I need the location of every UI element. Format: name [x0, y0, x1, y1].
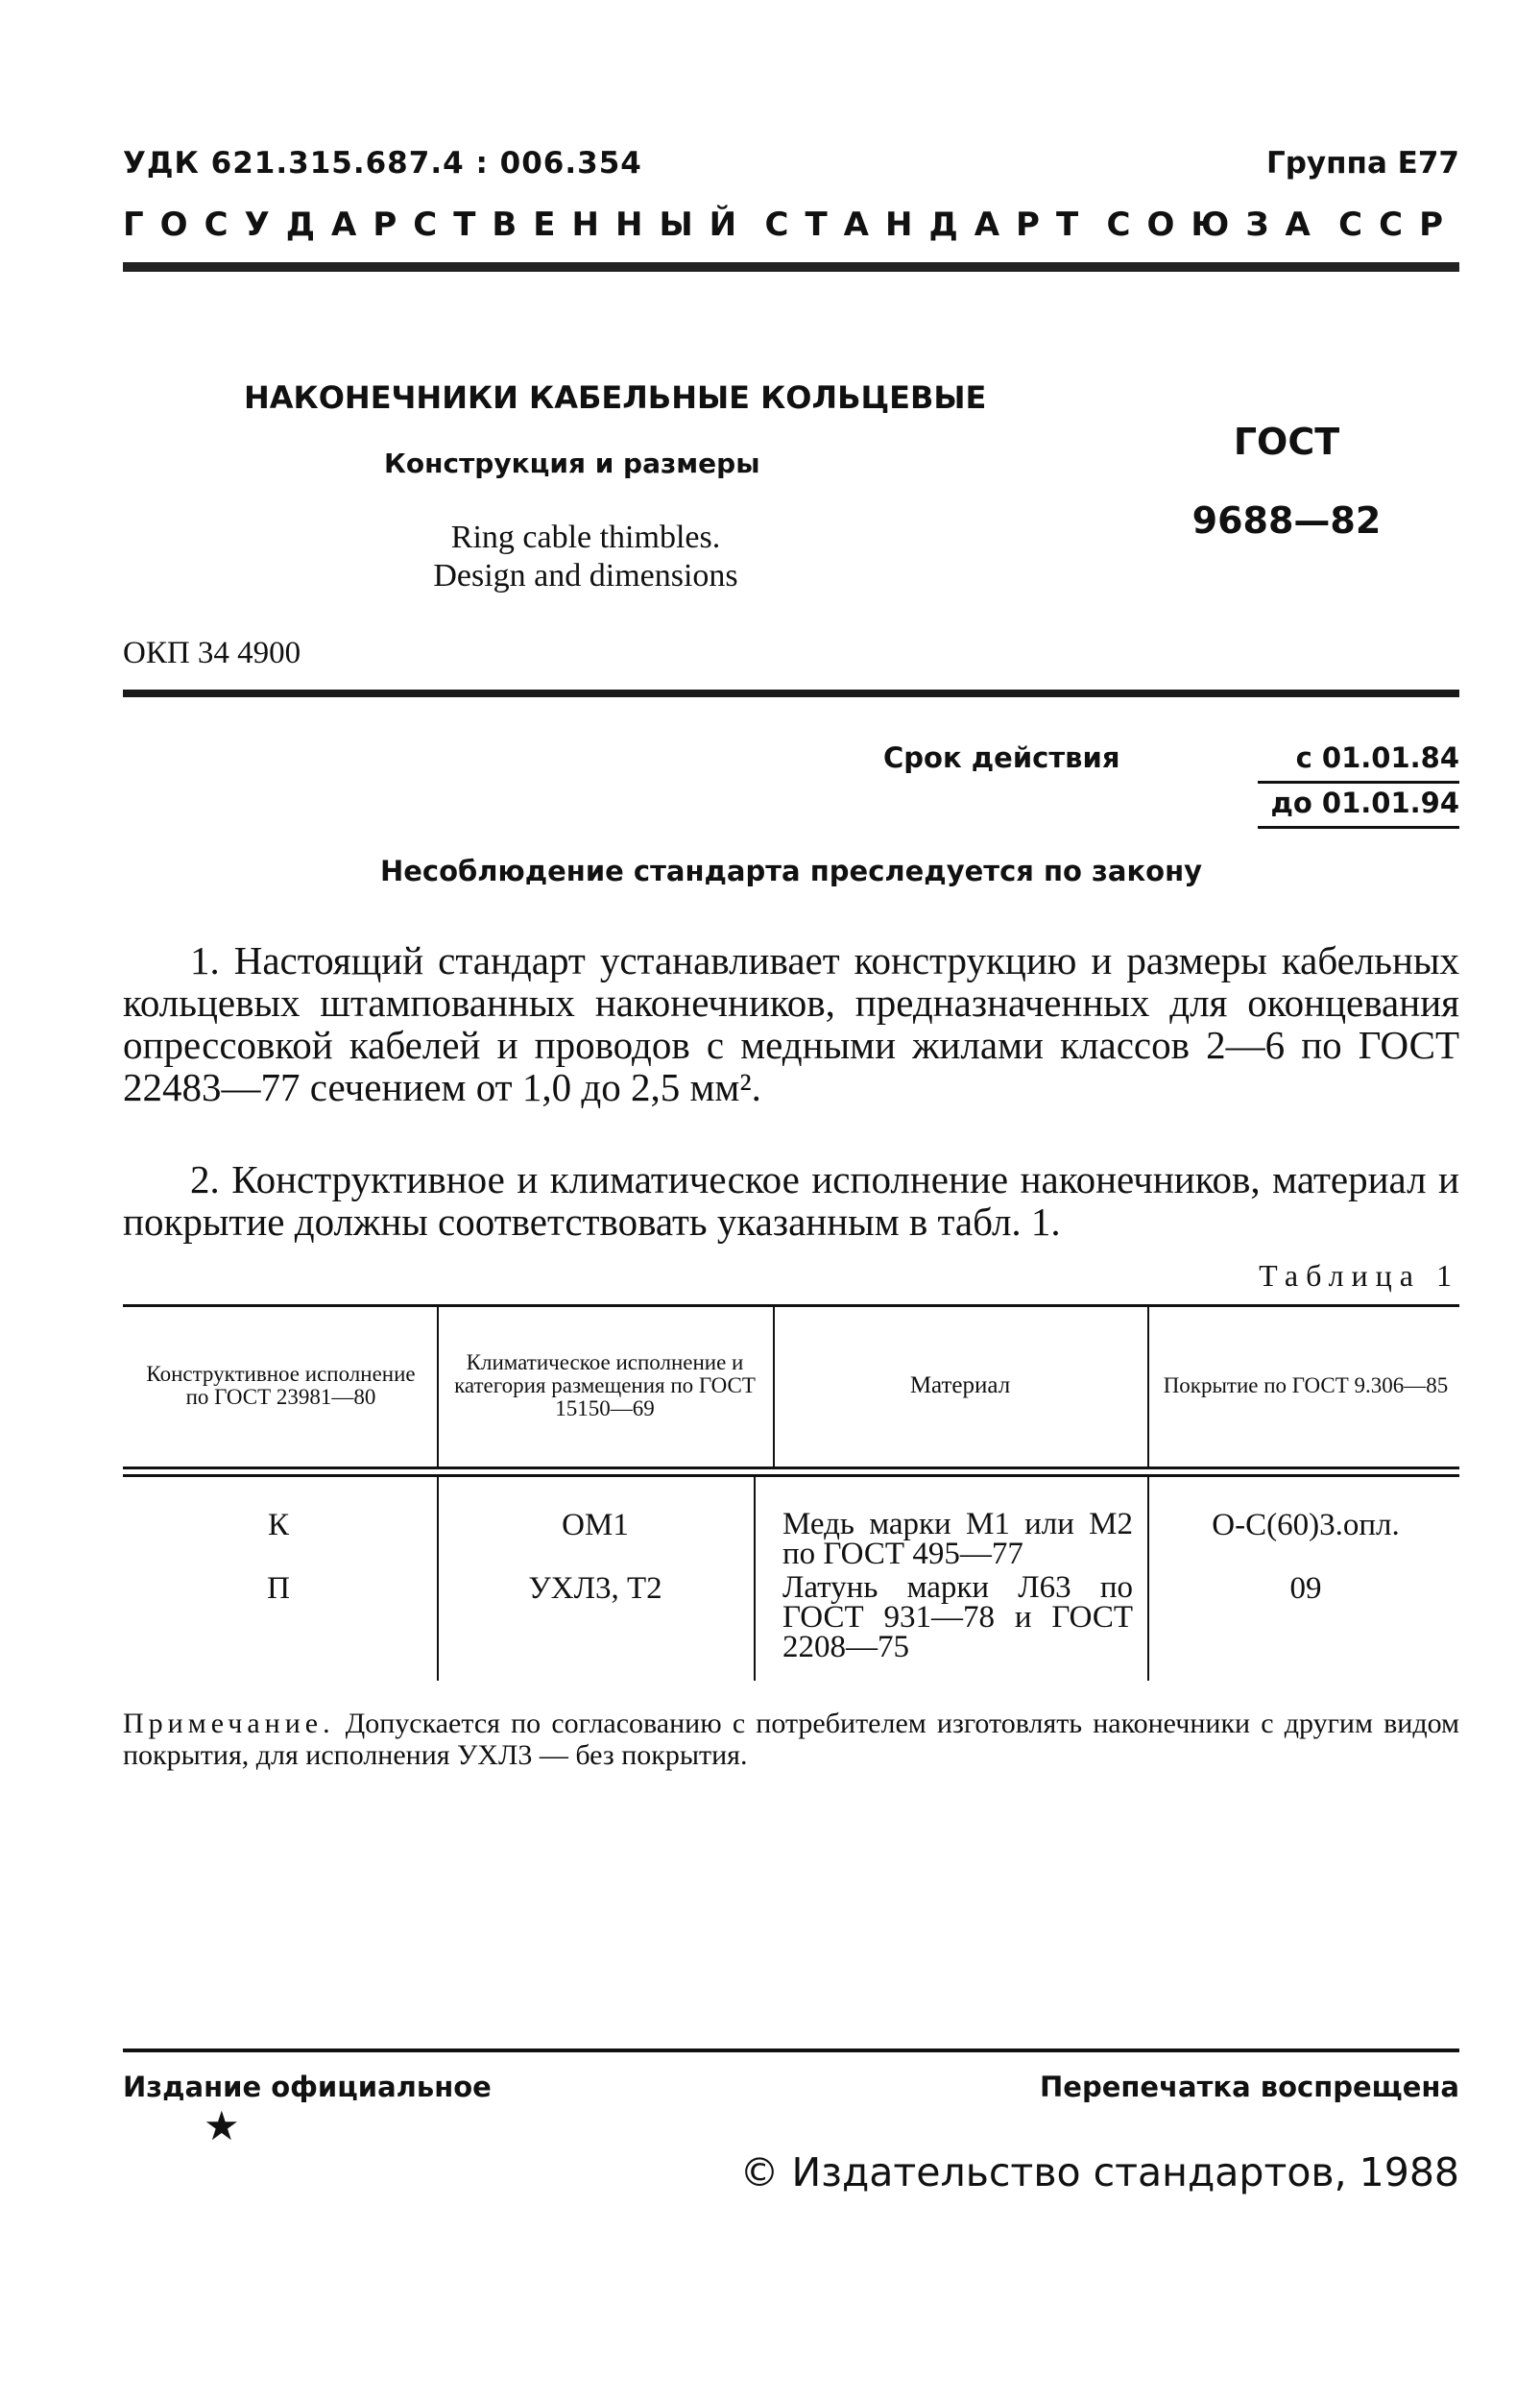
- table-column-rule: [754, 1477, 756, 1681]
- note-label: Примечание.: [123, 1708, 335, 1739]
- paragraph-1: 1. Настоящий стандарт устанавливает конструкцию и размеры кабельных кольцевых штампованных наконечников, предназначенных для оконцевания опрессовкой кабелей и проводов с медными жилами классов 2—6 по ГОСТ 22483—77 сечением от 1,0 до 2,5 мм².: [123, 938, 1459, 1109]
- table-note: [123, 1708, 1459, 1771]
- validity-label: Срок действия: [883, 741, 1120, 774]
- table-column-rule: [437, 1477, 439, 1681]
- table-column-rule: [773, 1307, 775, 1467]
- validity-to: до 01.01.94: [1270, 787, 1459, 819]
- footer-divider: [123, 2048, 1459, 2052]
- table-cell-coating: 09: [1289, 1571, 1322, 1606]
- table-cell-climate: УХЛ3, Т2: [528, 1571, 662, 1606]
- banner-word: СТАНДАРТ: [764, 206, 1095, 244]
- table-caption: Таблица 1: [1259, 1258, 1459, 1293]
- table-top-rule: [123, 1304, 1459, 1307]
- group-code: Группа Е77: [1265, 146, 1459, 181]
- header-divider: [123, 262, 1459, 272]
- table-cell-design: П: [267, 1571, 290, 1606]
- copyright: © Издательство стандартов, 1988: [739, 2149, 1459, 2195]
- table-header-rule: [123, 1467, 1459, 1469]
- banner-word: ГОСУДАРСТВЕННЫЙ: [123, 206, 754, 244]
- okp-code: ОКП 34 4900: [123, 636, 301, 670]
- table-cell-design: К: [267, 1508, 289, 1542]
- table-column-rule: [1147, 1307, 1149, 1467]
- table-cell-climate: ОМ1: [562, 1508, 629, 1542]
- table-header-climate: Климатическое исполнение и категория размещения по ГОСТ 15150—69: [454, 1350, 756, 1420]
- table-header-design: Конструктивное исполнение по ГОСТ 23981—80: [146, 1362, 416, 1409]
- legal-warning: Несоблюдение стандарта преследуется по закону: [379, 855, 1203, 887]
- document-title: НАКОНЕЧНИКИ КАБЕЛЬНЫЕ КОЛЬЦЕВЫЕ: [244, 379, 987, 416]
- table-cell-material: Латунь марки Л63 по ГОСТ 931—78 и ГОСТ 2208—75: [782, 1570, 1133, 1664]
- gost-number: 9688—82: [1191, 499, 1382, 542]
- validity-underline: [1258, 826, 1459, 829]
- reprint-notice: Перепечатка воспрещена: [1040, 2071, 1459, 2103]
- table-column-rule: [1147, 1477, 1149, 1681]
- table-header-material: Материал: [909, 1372, 1011, 1398]
- table-header-rule: [123, 1474, 1459, 1477]
- banner-word: СОЮЗА: [1106, 206, 1327, 244]
- english-title-line: Design and dimensions: [433, 558, 738, 594]
- official-edition: Издание официальное: [123, 2071, 492, 2103]
- paragraph-2: 2. Конструктивное и климатическое исполнение наконечников, материал и покрытие должны соответствовать указанным в табл. 1.: [123, 1157, 1459, 1244]
- state-standard-banner: [123, 206, 1459, 244]
- document-subtitle: Конструкция и размеры: [384, 448, 760, 479]
- star-icon: ★: [204, 2105, 240, 2149]
- title-divider: [123, 690, 1459, 697]
- table-header-coating: Покрытие по ГОСТ 9.306—85: [1163, 1373, 1449, 1397]
- table-cell-material: Медь марки М1 или М2 по ГОСТ 495—77: [782, 1507, 1133, 1571]
- gost-label: ГОСТ: [1233, 421, 1340, 463]
- note-text: Допускается по согласованию с потребителем изготовлять наконечники с другим видом покрытия, для исполнения УХЛ3 — без покрытия.: [123, 1708, 1459, 1771]
- validity-from: с 01.01.84: [1295, 741, 1459, 774]
- banner-word: ССР: [1338, 206, 1459, 244]
- udk-code: УДК 621.315.687.4 : 006.354: [123, 146, 642, 181]
- table-column-rule: [437, 1307, 439, 1467]
- table-cell-coating: О-С(60)3.опл.: [1212, 1508, 1400, 1542]
- english-title: [394, 519, 778, 595]
- validity-underline: [1258, 781, 1459, 784]
- english-title-line: Ring cable thimbles.: [450, 520, 721, 555]
